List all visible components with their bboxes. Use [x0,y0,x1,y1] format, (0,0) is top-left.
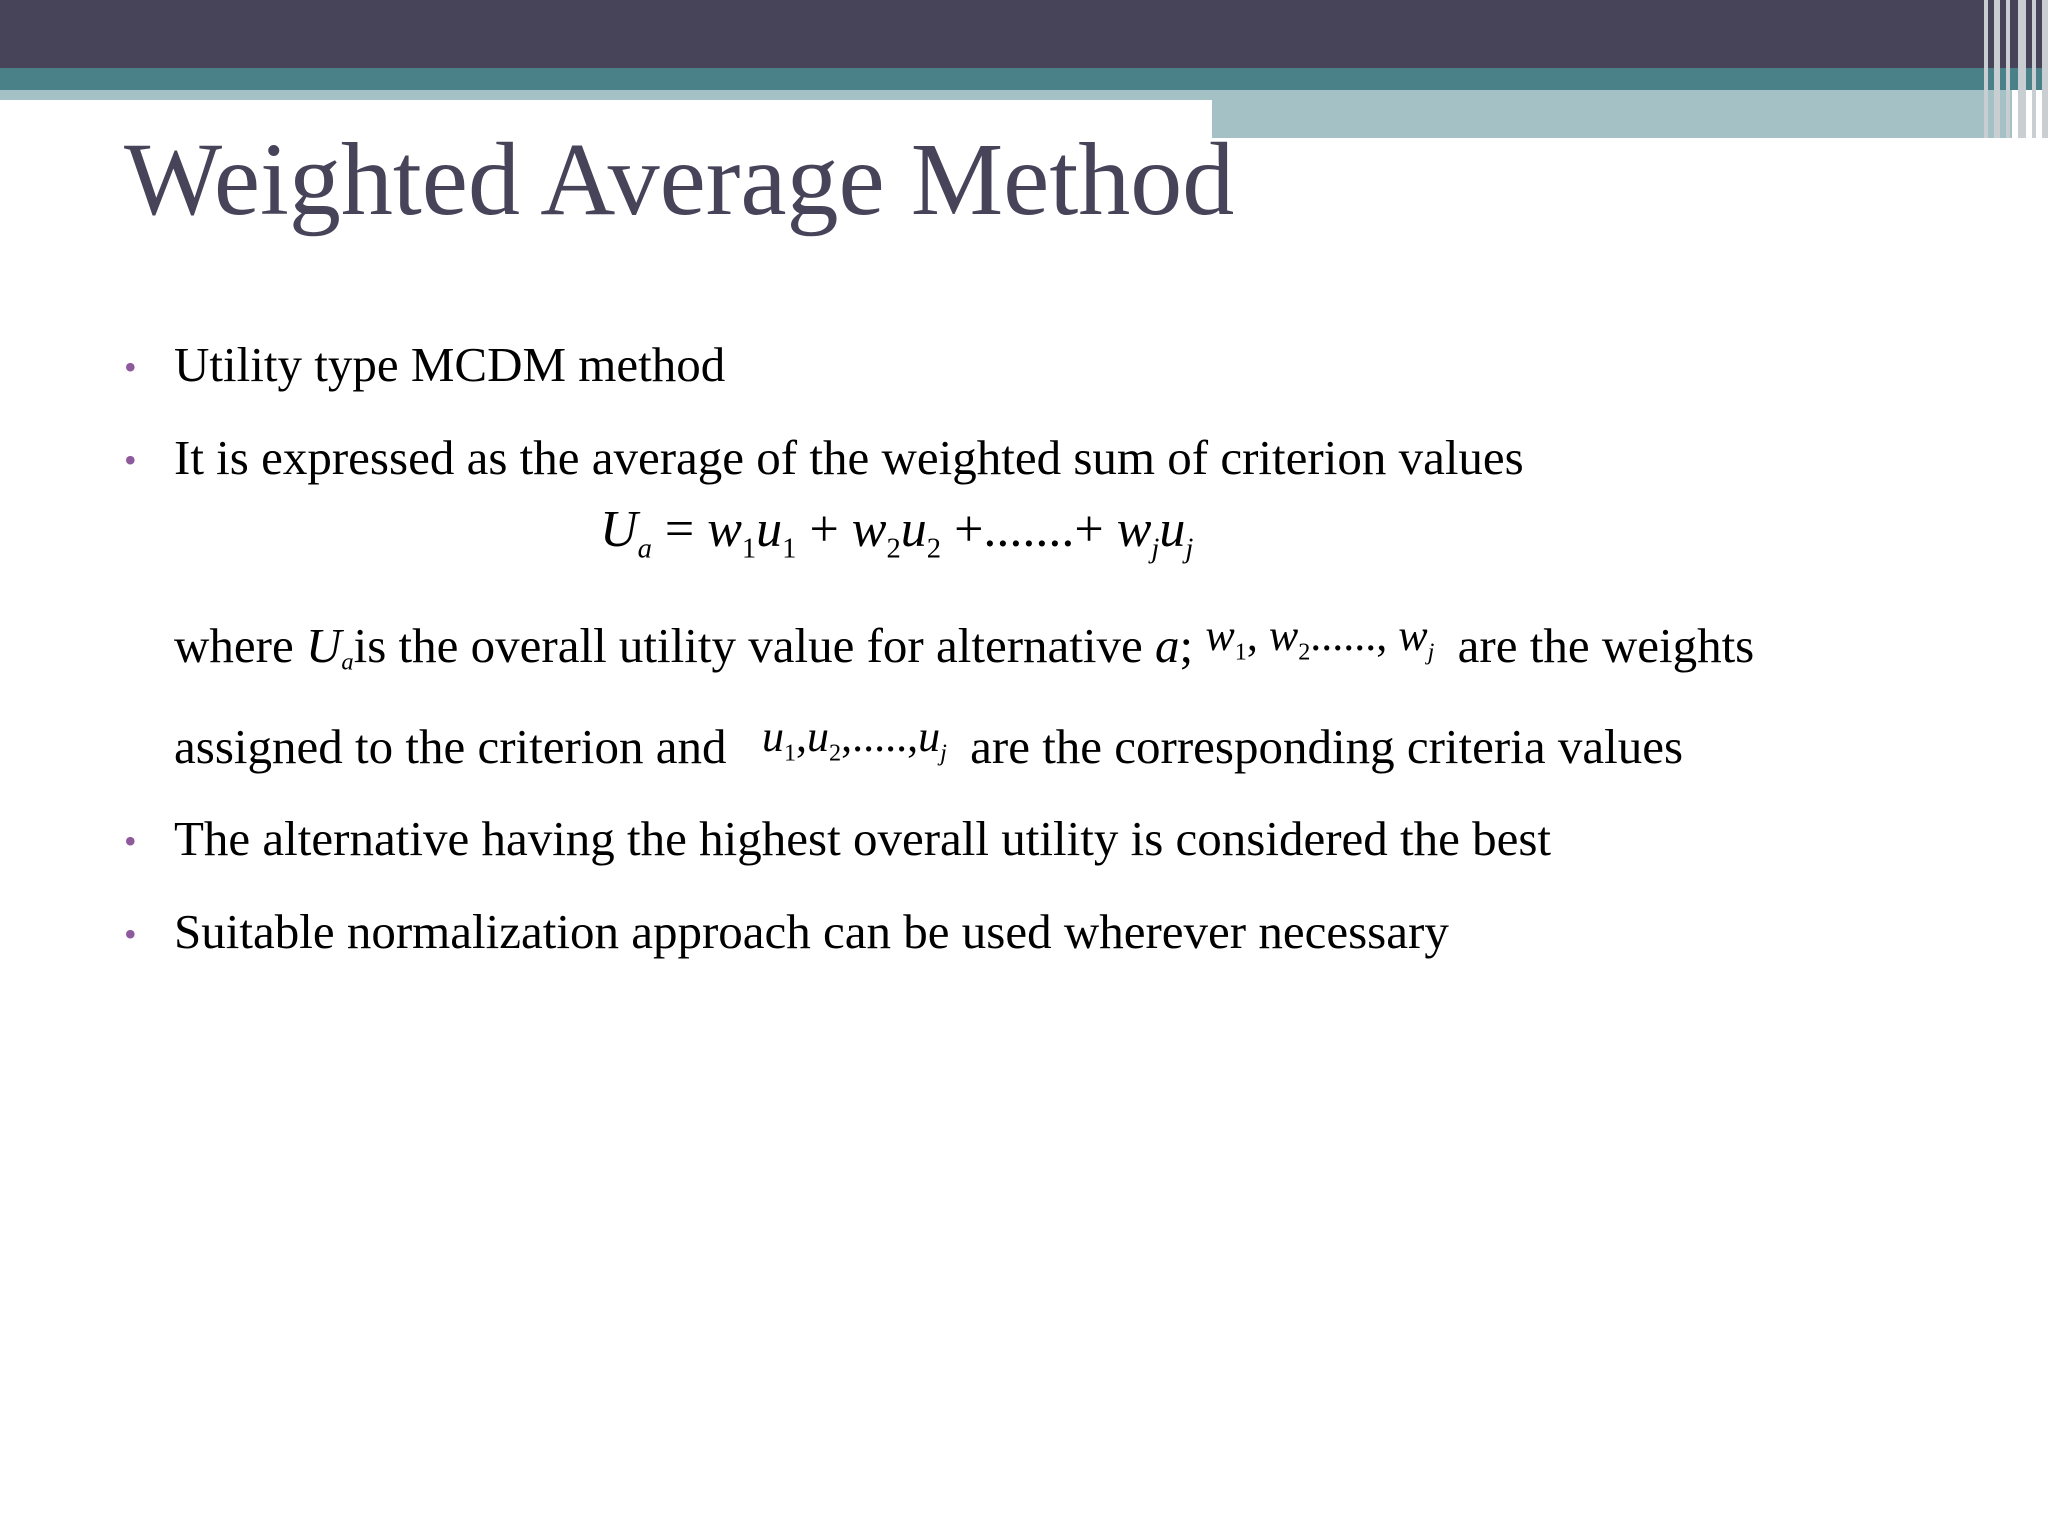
header-band-teal [0,68,2048,90]
header-band-dark [0,0,2048,68]
slide-title: Weighted Average Method [124,122,1235,237]
where-line: where Uais the overall utility value for alternative a; $w_1$, $w_2$......, $w_j$ are the weights [174,611,1755,676]
bullet-marker: • [124,821,137,861]
bullet-1-text: Utility type MCDM method [174,337,726,392]
header-stripes [1984,0,2048,138]
bullet-marker: • [124,347,137,387]
criteria-expression: $u_1,u_2,.....,u_j$ [761,712,947,767]
header-band-light-left [0,90,1212,100]
bullet-4-text: Suitable normalization approach can be used wherever necessary [174,904,1449,959]
weights-expression: $w_1$, $w_2$......, $w_j$ [1205,611,1435,666]
bullet-marker: • [124,914,137,954]
bullet-marker: • [124,440,137,480]
bullet-2-text: It is expressed as the average of the weighted sum of criterion values [174,430,1524,485]
equation: $U_a = w_1u_1 + w_2u_2$ +.......+ $w_ju_j$ [600,501,1194,565]
assigned-line: assigned to the criterion and $u_1,u_2,.....,u_j$ are the corresponding criteria values [174,712,1684,774]
header-band-light-right [1212,90,2012,138]
bullet-3-text: The alternative having the highest overall utility is considered the best [174,811,1552,866]
